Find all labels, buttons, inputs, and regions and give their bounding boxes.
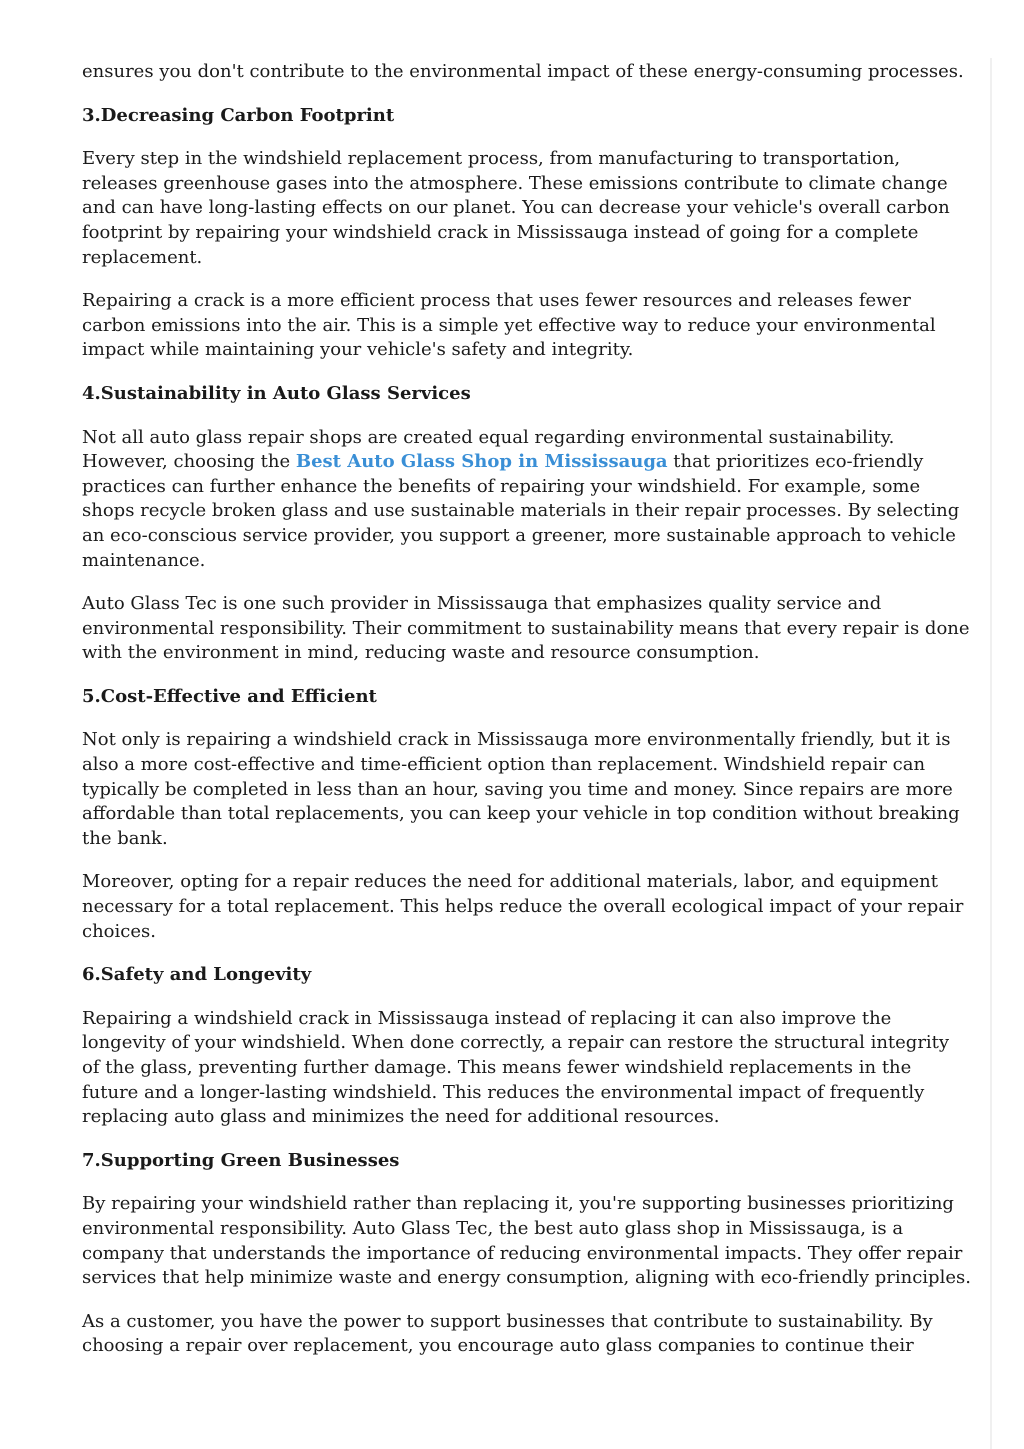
paragraph: Auto Glass Tec is one such provider in Mississauga that emphasizes quality service and environmental responsibility. Their commitment to sustainability means that every repair is done with the environment in mind, reducing waste and resource consumption. xyxy=(82,593,970,664)
paragraph: By repairing your windshield rather than replacing it, you're supporting businesses prioritizing environmental responsibility. Auto Glass Tec, the best auto glass shop in Mississauga, is a company that understands the importance of reducing environmental impacts. They offer repair services that help minimize waste and energy consumption, aligning with eco-friendly principles. xyxy=(82,1193,971,1289)
paragraph-text: Not all auto glass repair shops are created equal regarding environmental sustainability. However, choosing the xyxy=(82,426,895,473)
best-auto-glass-shop-link[interactable]: Best Auto Glass Shop in Mississauga xyxy=(295,451,668,473)
paragraph: Moreover, opting for a repair reduces the need for additional materials, labor, and equipment necessary for a total replacement. This helps reduce the overall ecological impact of your repair choices. xyxy=(82,871,964,942)
heading-safety-longevity: 6.Safety and Longevity xyxy=(82,964,312,986)
paragraph-with-link xyxy=(82,426,972,574)
intro-paragraph: ensures you don't contribute to the environmental impact of these energy-consuming processes. xyxy=(82,61,964,82)
heading-cost-effective: 5.Cost-Effective and Efficient xyxy=(82,685,377,707)
paragraph: Every step in the windshield replacement process, from manufacturing to transportation, releases greenhouse gases into the atmosphere. These emissions contribute to climate change and can have long-lasting effects on our planet. You can decrease your vehicle's overall carbon footprint by repairing your windshield crack in Mississauga instead of going for a complete replacement. xyxy=(82,148,950,268)
paragraph: Not only is repairing a windshield crack in Mississauga more environmentally friendly, but it is also a more cost-effective and time-efficient option than replacement. Windshield repair can typically be completed in less than an hour, saving you time and money. Since repairs are more affordable than total replacements, you can keep your vehicle in top condition without breaking the bank. xyxy=(82,729,960,849)
paragraph: As a customer, you have the power to support businesses that contribute to sustainability. By choosing a repair over replacement, you encourage auto glass companies to continue their xyxy=(82,1310,933,1357)
document-page xyxy=(82,60,972,1378)
paragraph-text: that prioritizes eco-friendly practices can further enhance the benefits of repairing your windshield. For example, some shops recycle broken glass and use sustainable materials in their repair processes. By selecting an eco-conscious service provider, you support a greener, more sustainable approach to vehicle maintenance. xyxy=(82,451,960,571)
paragraph: Repairing a crack is a more efficient process that uses fewer resources and releases fewer carbon emissions into the air. This is a simple yet effective way to reduce your environmental impact while maintaining your vehicle's safety and integrity. xyxy=(82,290,936,361)
heading-sustainability: 4.Sustainability in Auto Glass Services xyxy=(82,382,471,404)
heading-carbon-footprint: 3.Decreasing Carbon Footprint xyxy=(82,104,395,126)
paragraph: Repairing a windshield crack in Mississauga instead of replacing it can also improve the longevity of your windshield. When done correctly, a repair can restore the structural integrity of the glass, preventing further damage. This means fewer windshield replacements in the future and a longer-lasting windshield. This reduces the environmental impact of frequently replacing auto glass and minimizes the need for additional resources. xyxy=(82,1007,950,1128)
heading-green-businesses: 7.Supporting Green Businesses xyxy=(82,1149,400,1171)
page-edge xyxy=(990,58,992,1449)
